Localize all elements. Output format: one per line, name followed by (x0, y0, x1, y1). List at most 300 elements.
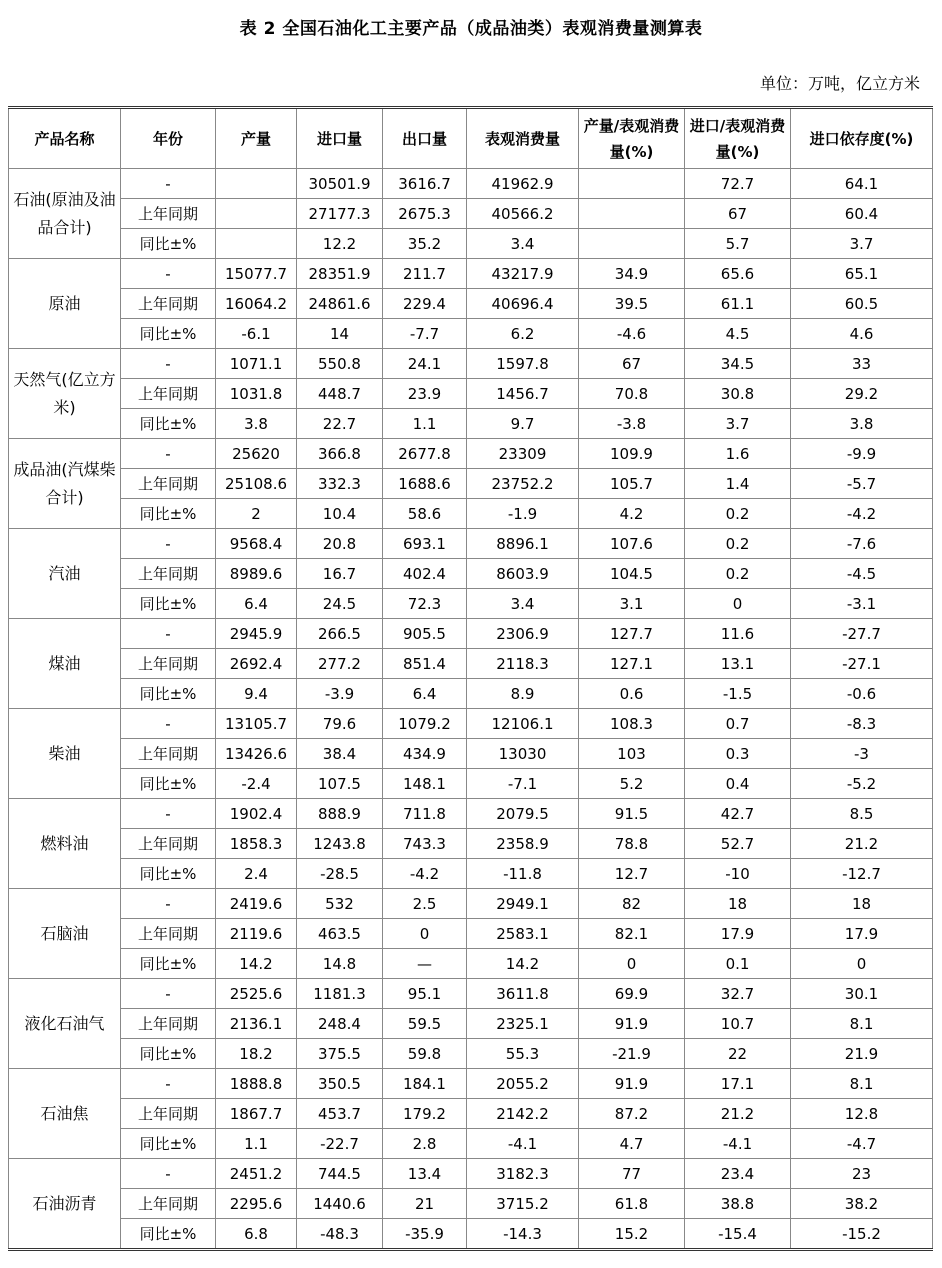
value-cell: 1079.2 (383, 709, 467, 739)
value-cell: -3 (791, 739, 933, 769)
value-cell: 12.2 (297, 229, 383, 259)
year-cell: - (121, 709, 216, 739)
table-row (9, 649, 933, 679)
value-cell: 2949.1 (467, 889, 579, 919)
value-cell: 17.1 (685, 1069, 791, 1099)
value-cell: 1902.4 (216, 799, 297, 829)
table-row (9, 349, 933, 379)
header-import: 进口量 (297, 108, 383, 169)
value-cell: 41962.9 (467, 169, 579, 199)
value-cell: 69.9 (579, 979, 685, 1009)
value-cell: 65.1 (791, 259, 933, 289)
table-row (9, 469, 933, 499)
value-cell: 6.2 (467, 319, 579, 349)
value-cell: 9.7 (467, 409, 579, 439)
value-cell: 67 (685, 199, 791, 229)
value-cell: -48.3 (297, 1219, 383, 1250)
value-cell: 38.4 (297, 739, 383, 769)
value-cell: 23 (791, 1159, 933, 1189)
value-cell: 30501.9 (297, 169, 383, 199)
value-cell: -9.9 (791, 439, 933, 469)
value-cell: -0.6 (791, 679, 933, 709)
value-cell: 21.2 (685, 1099, 791, 1129)
value-cell: 2675.3 (383, 199, 467, 229)
year-cell: 同比±% (121, 1039, 216, 1069)
value-cell: 55.3 (467, 1039, 579, 1069)
value-cell: 32.7 (685, 979, 791, 1009)
value-cell: 2945.9 (216, 619, 297, 649)
value-cell (579, 199, 685, 229)
table-row (9, 799, 933, 829)
value-cell: 4.2 (579, 499, 685, 529)
year-cell: - (121, 529, 216, 559)
value-cell: 27177.3 (297, 199, 383, 229)
value-cell: 3616.7 (383, 169, 467, 199)
year-cell: 同比±% (121, 229, 216, 259)
value-cell: -4.1 (467, 1129, 579, 1159)
table-row (9, 319, 933, 349)
value-cell: -7.6 (791, 529, 933, 559)
year-cell: 同比±% (121, 499, 216, 529)
year-cell: 上年同期 (121, 649, 216, 679)
product-name-cell: 天然气(亿立方米) (9, 349, 121, 439)
value-cell: 33 (791, 349, 933, 379)
header-export: 出口量 (383, 108, 467, 169)
value-cell: 3182.3 (467, 1159, 579, 1189)
value-cell: -1.5 (685, 679, 791, 709)
table-row (9, 679, 933, 709)
value-cell: 67 (579, 349, 685, 379)
value-cell: 39.5 (579, 289, 685, 319)
value-cell: -5.7 (791, 469, 933, 499)
value-cell: 30.8 (685, 379, 791, 409)
table-header-row (9, 108, 933, 169)
value-cell: 1181.3 (297, 979, 383, 1009)
table-row (9, 1159, 933, 1189)
value-cell: -4.6 (579, 319, 685, 349)
value-cell: 22 (685, 1039, 791, 1069)
value-cell: 20.8 (297, 529, 383, 559)
value-cell: -27.7 (791, 619, 933, 649)
value-cell: 24.1 (383, 349, 467, 379)
value-cell: 693.1 (383, 529, 467, 559)
value-cell: -11.8 (467, 859, 579, 889)
value-cell: 6.8 (216, 1219, 297, 1250)
value-cell: 12.7 (579, 859, 685, 889)
value-cell: 3.7 (685, 409, 791, 439)
value-cell: 743.3 (383, 829, 467, 859)
value-cell: 1440.6 (297, 1189, 383, 1219)
value-cell: 2677.8 (383, 439, 467, 469)
value-cell: 14.8 (297, 949, 383, 979)
value-cell: 14.2 (467, 949, 579, 979)
year-cell: - (121, 889, 216, 919)
value-cell: 532 (297, 889, 383, 919)
value-cell: 35.2 (383, 229, 467, 259)
value-cell: 78.8 (579, 829, 685, 859)
value-cell: -35.9 (383, 1219, 467, 1250)
value-cell: 16.7 (297, 559, 383, 589)
value-cell: 1858.3 (216, 829, 297, 859)
value-cell: 2136.1 (216, 1009, 297, 1039)
year-cell: - (121, 349, 216, 379)
value-cell: 1597.8 (467, 349, 579, 379)
value-cell: 3715.2 (467, 1189, 579, 1219)
header-output: 产量 (216, 108, 297, 169)
value-cell: 0.2 (685, 529, 791, 559)
value-cell: 2055.2 (467, 1069, 579, 1099)
table-row (9, 889, 933, 919)
year-cell: - (121, 439, 216, 469)
value-cell: 38.8 (685, 1189, 791, 1219)
value-cell: 0 (791, 949, 933, 979)
value-cell: 8.9 (467, 679, 579, 709)
value-cell: 2692.4 (216, 649, 297, 679)
value-cell: 905.5 (383, 619, 467, 649)
value-cell: 2119.6 (216, 919, 297, 949)
value-cell: 1243.8 (297, 829, 383, 859)
value-cell: 82.1 (579, 919, 685, 949)
value-cell: 3.4 (467, 229, 579, 259)
value-cell: 79.6 (297, 709, 383, 739)
value-cell: 375.5 (297, 1039, 383, 1069)
table-row (9, 1069, 933, 1099)
value-cell: -4.7 (791, 1129, 933, 1159)
value-cell: 103 (579, 739, 685, 769)
value-cell: 13426.6 (216, 739, 297, 769)
value-cell: 2.8 (383, 1129, 467, 1159)
value-cell: 453.7 (297, 1099, 383, 1129)
table-row (9, 739, 933, 769)
table-row (9, 439, 933, 469)
value-cell: 2525.6 (216, 979, 297, 1009)
value-cell: 1688.6 (383, 469, 467, 499)
table-row (9, 1009, 933, 1039)
product-name-cell: 燃料油 (9, 799, 121, 889)
value-cell: -4.5 (791, 559, 933, 589)
year-cell: 上年同期 (121, 739, 216, 769)
value-cell: 108.3 (579, 709, 685, 739)
page-title: 表 2 全国石油化工主要产品（成品油类）表观消费量测算表 (239, 19, 703, 39)
value-cell: -15.4 (685, 1219, 791, 1250)
table-row (9, 409, 933, 439)
value-cell: 15.2 (579, 1219, 685, 1250)
value-cell: 888.9 (297, 799, 383, 829)
value-cell: 1867.7 (216, 1099, 297, 1129)
value-cell: 9568.4 (216, 529, 297, 559)
value-cell: 8896.1 (467, 529, 579, 559)
value-cell: 42.7 (685, 799, 791, 829)
value-cell: -10 (685, 859, 791, 889)
value-cell: 61.8 (579, 1189, 685, 1219)
value-cell: 23.4 (685, 1159, 791, 1189)
value-cell: -3.1 (791, 589, 933, 619)
header-import-dependency: 进口依存度(%) (791, 108, 933, 169)
value-cell: 2451.2 (216, 1159, 297, 1189)
table-row (9, 529, 933, 559)
value-cell: 58.6 (383, 499, 467, 529)
value-cell: — (383, 949, 467, 979)
value-cell: 184.1 (383, 1069, 467, 1099)
value-cell: 434.9 (383, 739, 467, 769)
value-cell: 266.5 (297, 619, 383, 649)
value-cell: 0.7 (685, 709, 791, 739)
header-output-ratio: 产量/表观消费量(%) (579, 108, 685, 169)
value-cell: 34.9 (579, 259, 685, 289)
value-cell: 107.6 (579, 529, 685, 559)
year-cell: - (121, 619, 216, 649)
value-cell: 91.9 (579, 1009, 685, 1039)
value-cell: 4.7 (579, 1129, 685, 1159)
table-row (9, 499, 933, 529)
value-cell: 11.6 (685, 619, 791, 649)
value-cell: 23752.2 (467, 469, 579, 499)
value-cell (579, 229, 685, 259)
value-cell: 463.5 (297, 919, 383, 949)
product-name-cell: 原油 (9, 259, 121, 349)
value-cell: 332.3 (297, 469, 383, 499)
table-row (9, 1219, 933, 1250)
product-name-cell: 石油(原油及油品合计) (9, 169, 121, 259)
value-cell: -2.4 (216, 769, 297, 799)
value-cell: 65.6 (685, 259, 791, 289)
year-cell: - (121, 1069, 216, 1099)
value-cell (216, 169, 297, 199)
value-cell: 24.5 (297, 589, 383, 619)
table-row (9, 289, 933, 319)
value-cell: 1071.1 (216, 349, 297, 379)
value-cell: 15077.7 (216, 259, 297, 289)
value-cell: -7.1 (467, 769, 579, 799)
value-cell: 23.9 (383, 379, 467, 409)
header-import-ratio: 进口/表观消费量(%) (685, 108, 791, 169)
value-cell: 0 (383, 919, 467, 949)
table-row (9, 1129, 933, 1159)
value-cell: 8603.9 (467, 559, 579, 589)
value-cell: 3.4 (467, 589, 579, 619)
value-cell: 179.2 (383, 1099, 467, 1129)
value-cell: 9.4 (216, 679, 297, 709)
value-cell: -3.9 (297, 679, 383, 709)
value-cell: 13030 (467, 739, 579, 769)
value-cell: 2.5 (383, 889, 467, 919)
value-cell: 6.4 (383, 679, 467, 709)
value-cell: 1.6 (685, 439, 791, 469)
value-cell: -5.2 (791, 769, 933, 799)
value-cell: 59.5 (383, 1009, 467, 1039)
product-name-cell: 石油沥青 (9, 1159, 121, 1250)
value-cell: 0.4 (685, 769, 791, 799)
value-cell: 211.7 (383, 259, 467, 289)
table-row (9, 979, 933, 1009)
product-name-cell: 煤油 (9, 619, 121, 709)
value-cell: 14.2 (216, 949, 297, 979)
table-row (9, 169, 933, 199)
value-cell: -6.1 (216, 319, 297, 349)
value-cell: 95.1 (383, 979, 467, 1009)
year-cell: 上年同期 (121, 469, 216, 499)
value-cell: 24861.6 (297, 289, 383, 319)
year-cell: 同比±% (121, 679, 216, 709)
table-row (9, 769, 933, 799)
value-cell: 28351.9 (297, 259, 383, 289)
value-cell (579, 169, 685, 199)
table-row (9, 259, 933, 289)
value-cell: 2358.9 (467, 829, 579, 859)
value-cell: 109.9 (579, 439, 685, 469)
table-row (9, 829, 933, 859)
value-cell: 0.3 (685, 739, 791, 769)
value-cell: -1.9 (467, 499, 579, 529)
value-cell: 17.9 (685, 919, 791, 949)
year-cell: 上年同期 (121, 919, 216, 949)
product-name-cell: 石脑油 (9, 889, 121, 979)
value-cell: 70.8 (579, 379, 685, 409)
year-cell: 同比±% (121, 1219, 216, 1250)
value-cell: 248.4 (297, 1009, 383, 1039)
value-cell: 350.5 (297, 1069, 383, 1099)
value-cell: 10.7 (685, 1009, 791, 1039)
value-cell: 0.2 (685, 499, 791, 529)
table-row (9, 1189, 933, 1219)
value-cell: 77 (579, 1159, 685, 1189)
product-name-cell: 汽油 (9, 529, 121, 619)
value-cell: 2.4 (216, 859, 297, 889)
value-cell: 22.7 (297, 409, 383, 439)
table-row (9, 1039, 933, 1069)
value-cell: -22.7 (297, 1129, 383, 1159)
table-body (9, 169, 933, 1250)
value-cell: 550.8 (297, 349, 383, 379)
value-cell: -28.5 (297, 859, 383, 889)
value-cell: 229.4 (383, 289, 467, 319)
value-cell: -7.7 (383, 319, 467, 349)
year-cell: 同比±% (121, 859, 216, 889)
value-cell: 5.2 (579, 769, 685, 799)
table-row (9, 1099, 933, 1129)
value-cell: 0 (685, 589, 791, 619)
value-cell: 277.2 (297, 649, 383, 679)
value-cell: 2142.2 (467, 1099, 579, 1129)
value-cell: 43217.9 (467, 259, 579, 289)
value-cell: 2 (216, 499, 297, 529)
value-cell: 5.7 (685, 229, 791, 259)
year-cell: 同比±% (121, 589, 216, 619)
value-cell: 14 (297, 319, 383, 349)
value-cell: 1888.8 (216, 1069, 297, 1099)
value-cell: 12106.1 (467, 709, 579, 739)
value-cell: 30.1 (791, 979, 933, 1009)
value-cell: 0.1 (685, 949, 791, 979)
value-cell: -14.3 (467, 1219, 579, 1250)
value-cell: 1456.7 (467, 379, 579, 409)
value-cell: 104.5 (579, 559, 685, 589)
value-cell: 21.9 (791, 1039, 933, 1069)
value-cell: 2079.5 (467, 799, 579, 829)
unit-label: 单位：万吨，亿立方米 (759, 74, 920, 93)
year-cell: 上年同期 (121, 829, 216, 859)
value-cell: 6.4 (216, 589, 297, 619)
value-cell: 21.2 (791, 829, 933, 859)
value-cell: 711.8 (383, 799, 467, 829)
year-cell: 上年同期 (121, 379, 216, 409)
table-row (9, 559, 933, 589)
value-cell: 8989.6 (216, 559, 297, 589)
value-cell: -27.1 (791, 649, 933, 679)
value-cell: 448.7 (297, 379, 383, 409)
value-cell: 52.7 (685, 829, 791, 859)
product-name-cell: 柴油 (9, 709, 121, 799)
year-cell: 上年同期 (121, 1009, 216, 1039)
value-cell: 127.7 (579, 619, 685, 649)
header-product-name: 产品名称 (9, 108, 121, 169)
value-cell: 3.1 (579, 589, 685, 619)
year-cell: 同比±% (121, 319, 216, 349)
year-cell: 上年同期 (121, 559, 216, 589)
value-cell: 105.7 (579, 469, 685, 499)
value-cell: 17.9 (791, 919, 933, 949)
value-cell: -8.3 (791, 709, 933, 739)
value-cell: 107.5 (297, 769, 383, 799)
consumption-table (8, 106, 933, 1251)
value-cell: 18 (791, 889, 933, 919)
year-cell: - (121, 1159, 216, 1189)
value-cell: 23309 (467, 439, 579, 469)
product-name-cell: 成品油(汽煤柴合计) (9, 439, 121, 529)
value-cell: 64.1 (791, 169, 933, 199)
value-cell: 18 (685, 889, 791, 919)
value-cell: 1.1 (383, 409, 467, 439)
year-cell: 上年同期 (121, 289, 216, 319)
year-cell: - (121, 979, 216, 1009)
year-cell: 同比±% (121, 949, 216, 979)
value-cell: -15.2 (791, 1219, 933, 1250)
value-cell: 8.1 (791, 1069, 933, 1099)
value-cell: 148.1 (383, 769, 467, 799)
value-cell: 2325.1 (467, 1009, 579, 1039)
year-cell: 同比±% (121, 1129, 216, 1159)
value-cell: 72.7 (685, 169, 791, 199)
header-apparent-consumption: 表观消费量 (467, 108, 579, 169)
value-cell: 8.5 (791, 799, 933, 829)
year-cell: 同比±% (121, 769, 216, 799)
value-cell: 13105.7 (216, 709, 297, 739)
year-cell: - (121, 169, 216, 199)
year-cell: - (121, 799, 216, 829)
value-cell: 402.4 (383, 559, 467, 589)
value-cell: 2583.1 (467, 919, 579, 949)
value-cell: 3.8 (791, 409, 933, 439)
value-cell: 2306.9 (467, 619, 579, 649)
value-cell: 2295.6 (216, 1189, 297, 1219)
value-cell: 34.5 (685, 349, 791, 379)
value-cell: 2419.6 (216, 889, 297, 919)
value-cell: 4.6 (791, 319, 933, 349)
value-cell: 0 (579, 949, 685, 979)
value-cell: 91.5 (579, 799, 685, 829)
value-cell: 72.3 (383, 589, 467, 619)
value-cell: 21 (383, 1189, 467, 1219)
value-cell: 0.2 (685, 559, 791, 589)
value-cell: 38.2 (791, 1189, 933, 1219)
value-cell: -4.2 (791, 499, 933, 529)
value-cell: 40696.4 (467, 289, 579, 319)
value-cell: 2118.3 (467, 649, 579, 679)
product-name-cell: 石油焦 (9, 1069, 121, 1159)
value-cell: 18.2 (216, 1039, 297, 1069)
value-cell: 3.8 (216, 409, 297, 439)
value-cell: -3.8 (579, 409, 685, 439)
